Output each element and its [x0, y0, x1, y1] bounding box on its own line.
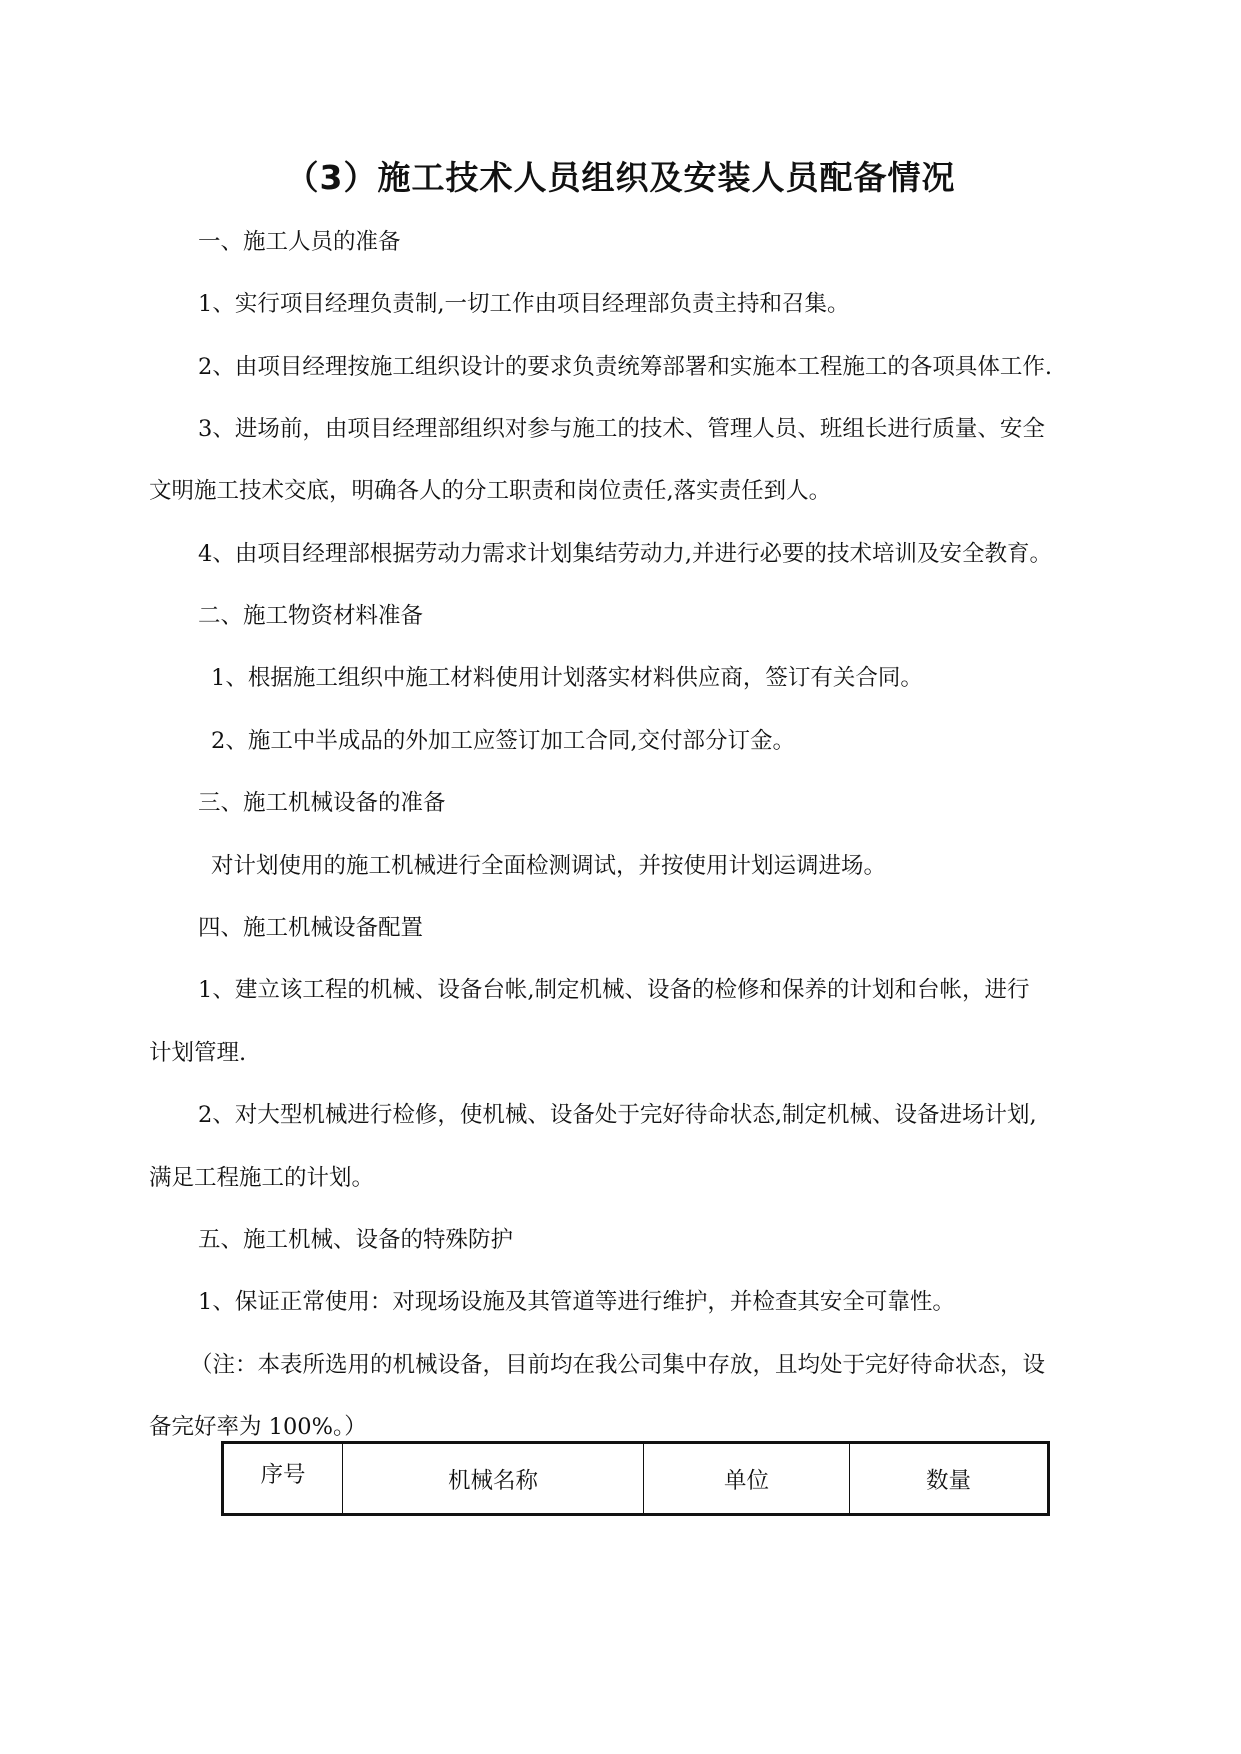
- section-4-paragraph-1-line-2: 计划管理.: [149, 1040, 247, 1066]
- equipment-table-container: [221, 1441, 1050, 1516]
- section-3-heading: 三、施工机械设备的准备: [198, 790, 446, 816]
- section-2-paragraph-2: 2、施工中半成品的外加工应签订加工合同,交付部分订金。: [211, 728, 795, 754]
- section-1-paragraph-1: 1、实行项目经理负责制,一切工作由项目经理部负责主持和召集。: [198, 291, 850, 317]
- header-index: 序号: [223, 1443, 343, 1515]
- section-4-heading: 四、施工机械设备配置: [198, 915, 424, 941]
- section-4-paragraph-2-line-2: 满足工程施工的计划。: [149, 1165, 375, 1191]
- page-title: （3）施工技术人员组织及安装人员配备情况: [285, 158, 956, 197]
- note-line-1: （注：本表所选用的机械设备，目前均在我公司集中存放，且均处于完好待命状态，设: [190, 1352, 1046, 1378]
- section-2-paragraph-1: 1、根据施工组织中施工材料使用计划落实材料供应商，签订有关合同。: [211, 665, 923, 691]
- section-5-paragraph-1: 1、保证正常使用：对现场设施及其管道等进行维护，并检查其安全可靠性。: [198, 1289, 955, 1315]
- section-1-paragraph-3-line-2: 文明施工技术交底，明确各人的分工职责和岗位责任,落实责任到人。: [149, 478, 832, 504]
- section-2-heading: 二、施工物资材料准备: [198, 603, 424, 629]
- section-1-paragraph-3-line-1: 3、进场前，由项目经理部组织对参与施工的技术、管理人员、班组长进行质量、安全: [198, 416, 1045, 442]
- section-5-heading: 五、施工机械、设备的特殊防护: [198, 1227, 514, 1253]
- header-machine-name: 机械名称: [343, 1443, 644, 1515]
- section-1-paragraph-2: 2、由项目经理按施工组织设计的要求负责统筹部署和实施本工程施工的各项具体工作.: [198, 354, 1052, 380]
- section-3-paragraph-1: 对计划使用的施工机械进行全面检测调试，并按使用计划运调进场。: [211, 853, 887, 879]
- note-line-2: 备完好率为 100%。）: [149, 1414, 367, 1440]
- section-4-paragraph-2-line-1: 2、对大型机械进行检修，使机械、设备处于完好待命状态,制定机械、设备进场计划,: [198, 1102, 1037, 1128]
- table-header-row: [223, 1443, 1049, 1515]
- header-quantity: 数量: [850, 1443, 1049, 1515]
- equipment-table: [221, 1441, 1050, 1516]
- section-1-heading: 一、施工人员的准备: [198, 229, 401, 255]
- section-1-paragraph-4: 4、由项目经理部根据劳动力需求计划集结劳动力,并进行必要的技术培训及安全教育。: [198, 541, 1052, 567]
- header-unit: 单位: [644, 1443, 850, 1515]
- section-4-paragraph-1-line-1: 1、建立该工程的机械、设备台帐,制定机械、设备的检修和保养的计划和台帐，进行: [198, 977, 1030, 1003]
